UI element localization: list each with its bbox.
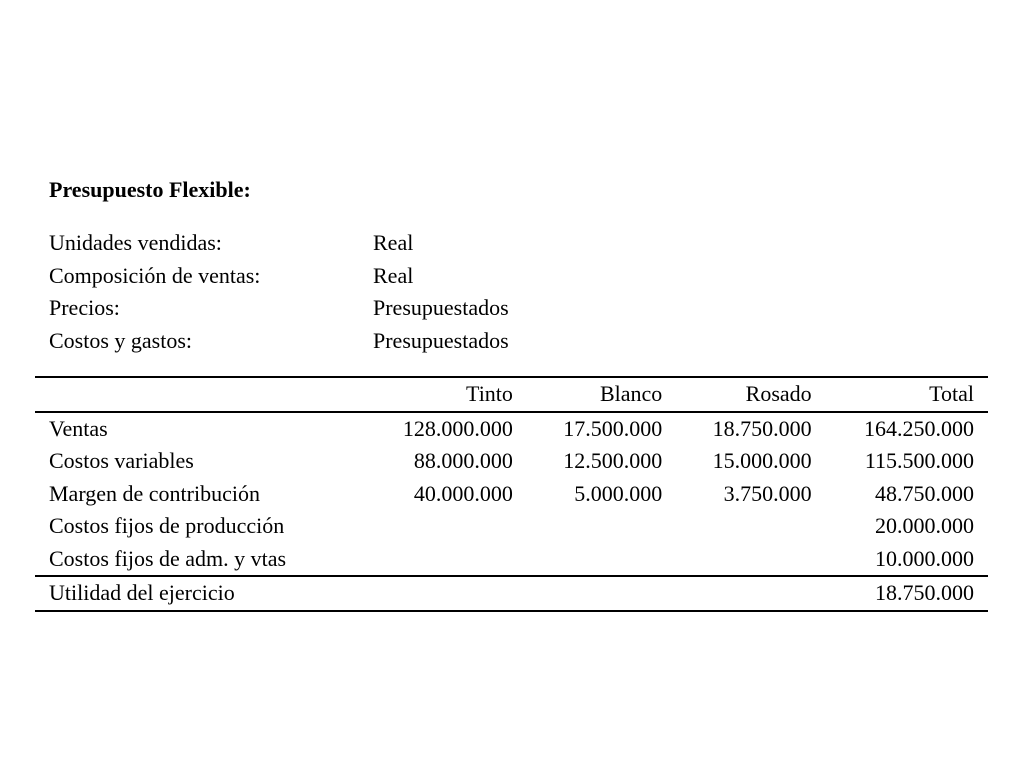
cell-tinto bbox=[346, 543, 513, 577]
cell-rosado bbox=[662, 576, 811, 611]
cell-total: 20.000.000 bbox=[875, 513, 974, 539]
cell-rosado: 3.750.000 bbox=[723, 480, 812, 506]
cell-blanco: 17.500.000 bbox=[563, 415, 663, 441]
table-row bbox=[35, 412, 988, 446]
parameter-value: Real bbox=[373, 230, 414, 255]
table-row bbox=[35, 510, 988, 543]
cell-blanco: 12.500.000 bbox=[563, 448, 663, 474]
column-header-rosado: Rosado bbox=[662, 377, 811, 412]
cell-rosado: 15.000.000 bbox=[712, 448, 812, 474]
table-row-result bbox=[35, 576, 988, 611]
cell-total: 164.250.000 bbox=[864, 415, 974, 441]
cell-total: 115.500.000 bbox=[864, 448, 974, 474]
flexible-budget-table bbox=[35, 376, 988, 612]
cell-rosado bbox=[662, 510, 811, 543]
cell-tinto bbox=[346, 510, 513, 543]
cell-tinto bbox=[346, 576, 513, 611]
column-header-tinto: Tinto bbox=[346, 377, 513, 412]
cell-blanco bbox=[513, 510, 662, 543]
row-label: Costos variables bbox=[49, 448, 194, 474]
cell-rosado bbox=[662, 543, 811, 577]
cell-total: 18.750.000 bbox=[812, 576, 988, 611]
row-label: Ventas bbox=[49, 415, 108, 441]
column-header-total: Total bbox=[812, 377, 988, 412]
parameter-value: Presupuestados bbox=[373, 295, 509, 320]
cell-rosado: 18.750.000 bbox=[712, 415, 812, 441]
cell-blanco: 5.000.000 bbox=[574, 480, 663, 506]
parameter-value: Presupuestados bbox=[373, 327, 509, 353]
cell-tinto: 88.000.000 bbox=[413, 448, 513, 474]
row-label: Margen de contribución bbox=[49, 480, 260, 506]
table-header-row bbox=[35, 377, 988, 412]
parameter-label: Unidades vendidas: bbox=[49, 230, 222, 255]
cell-tinto: 128.000.000 bbox=[402, 415, 513, 441]
cell-tinto: 40.000.000 bbox=[413, 480, 513, 506]
table-row bbox=[35, 445, 988, 478]
row-label: Costos fijos de producción bbox=[49, 513, 285, 539]
table-row bbox=[35, 478, 988, 511]
cell-blanco bbox=[513, 543, 662, 577]
cell-blanco bbox=[513, 576, 662, 611]
cell-total: 48.750.000 bbox=[875, 480, 974, 506]
row-label: Costos fijos de adm. y vtas bbox=[49, 545, 287, 571]
parameter-value: Real bbox=[373, 262, 414, 288]
column-header-blanco: Blanco bbox=[513, 377, 662, 412]
parameter-label: Costos y gastos: bbox=[49, 327, 193, 353]
column-header-label bbox=[35, 377, 346, 412]
parameter-label: Composición de ventas: bbox=[49, 262, 261, 288]
page-title: Presupuesto Flexible: bbox=[49, 177, 251, 202]
parameter-label: Precios: bbox=[49, 295, 120, 320]
row-label: Utilidad del ejercicio bbox=[35, 576, 346, 611]
cell-total: 10.000.000 bbox=[875, 545, 974, 571]
table-row bbox=[35, 543, 988, 577]
